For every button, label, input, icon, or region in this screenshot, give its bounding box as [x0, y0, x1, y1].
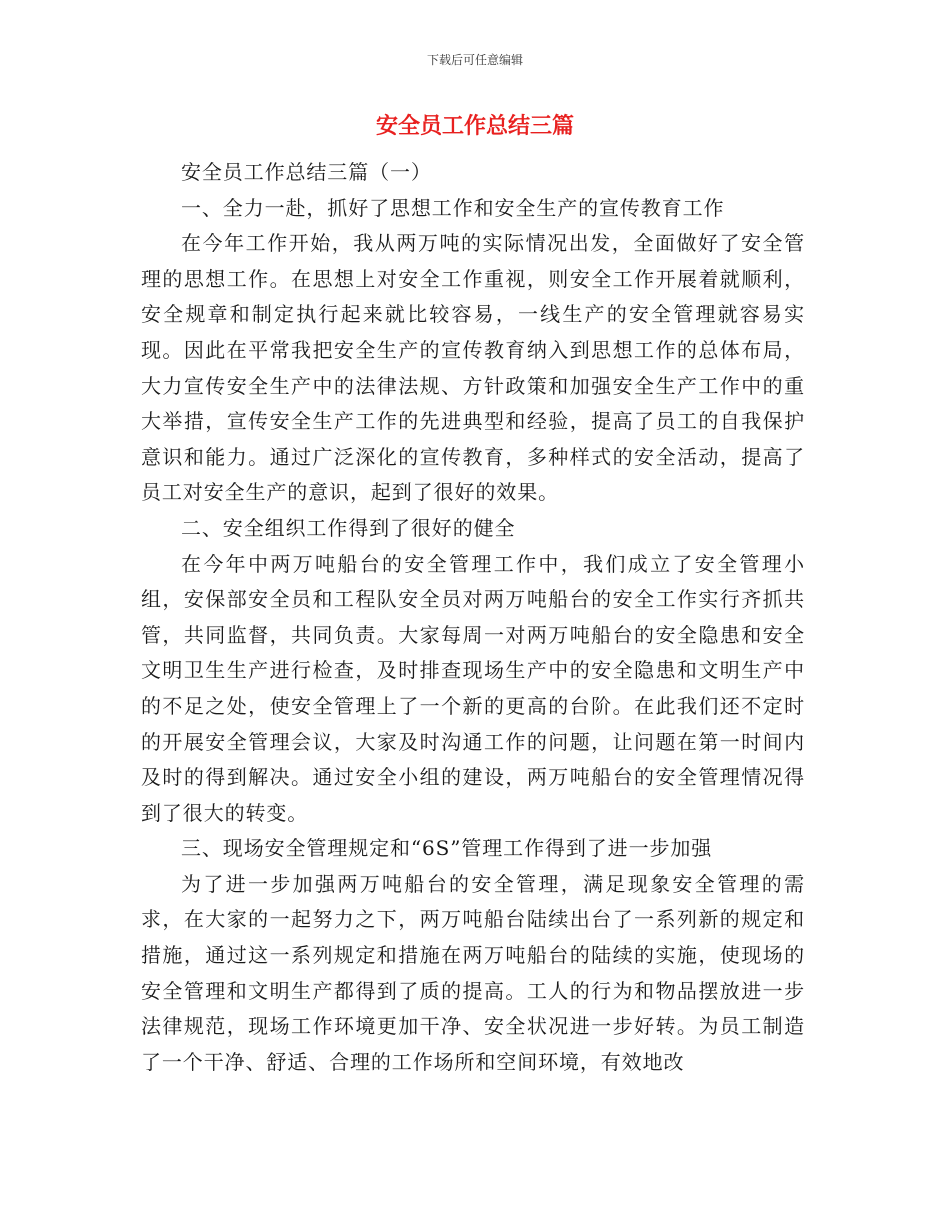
document-title: 安全员工作总结三篇 [375, 114, 574, 139]
section-heading-3: 三、现场安全管理规定和“6S”管理工作得到了进一步加强 [181, 836, 713, 861]
body-paragraph-2: 在今年中两万吨船台的安全管理工作中，我们成立了安全管理小组，安保部安全员和工程队安全员对两万吨船台的安全工作实行齐抓共管，共同监督，共同负责。大家每周一对两万吨船台的安全隐患和安全文明卫生生产进行检查，及时排查现场生产中的安全隐患和文明生产中的不足之处，使安全管理上了一个新的更高的台阶。在此我们还不定时的开展安全管理会议，大家及时沟通工作的问题，让问题在第一时间内及时的得到解决。通过安全小组的建设，两万吨船台的安全管理情况得到了很大的转变。 [141, 551, 805, 825]
section-heading-subtitle: 安全员工作总结三篇（一） [181, 160, 432, 184]
page-header-note: 下载后可任意编辑 [426, 53, 523, 67]
body-paragraph-3: 为了进一步加强两万吨船台的安全管理，满足现象安全管理的需求，在大家的一起努力之下，两万吨船台陆续出台了一系列新的规定和措施，通过这一系列规定和措施在两万吨船台的陆续的实施，使现场的安全管理和文明生产都得到了质的提高。工人的行为和物品摆放进一步法律规范，现场工作环境更加干净、安全状况进一步好转。为员工制造了一个干净、舒适、合理的工作场所和空间环境，有效地改 [141, 871, 805, 1074]
document-body [141, 155, 805, 1080]
body-paragraph-1: 在今年工作开始，我从两万吨的实际情况出发，全面做好了安全管理的思想工作。在思想上对安全工作重视，则安全工作开展着就顺利，安全规章和制定执行起来就比较容易，一线生产的安全管理就容易实现。因此在平常我把安全生产的宣传教育纳入到思想工作的总体布局，大力宣传安全生产中的法律法规、方针政策和加强安全生产工作中的重大举措，宣传安全生产工作的先进典型和经验，提高了员工的自我保护意识和能力。通过广泛深化的宣传教育，多种样式的安全活动，提高了员工对安全生产的意识，起到了很好的效果。 [141, 231, 805, 505]
section-heading-2: 二、安全组织工作得到了很好的健全 [181, 515, 516, 540]
section-heading-1: 一、全力一赴，抓好了思想工作和安全生产的宣传教育工作 [181, 195, 725, 220]
